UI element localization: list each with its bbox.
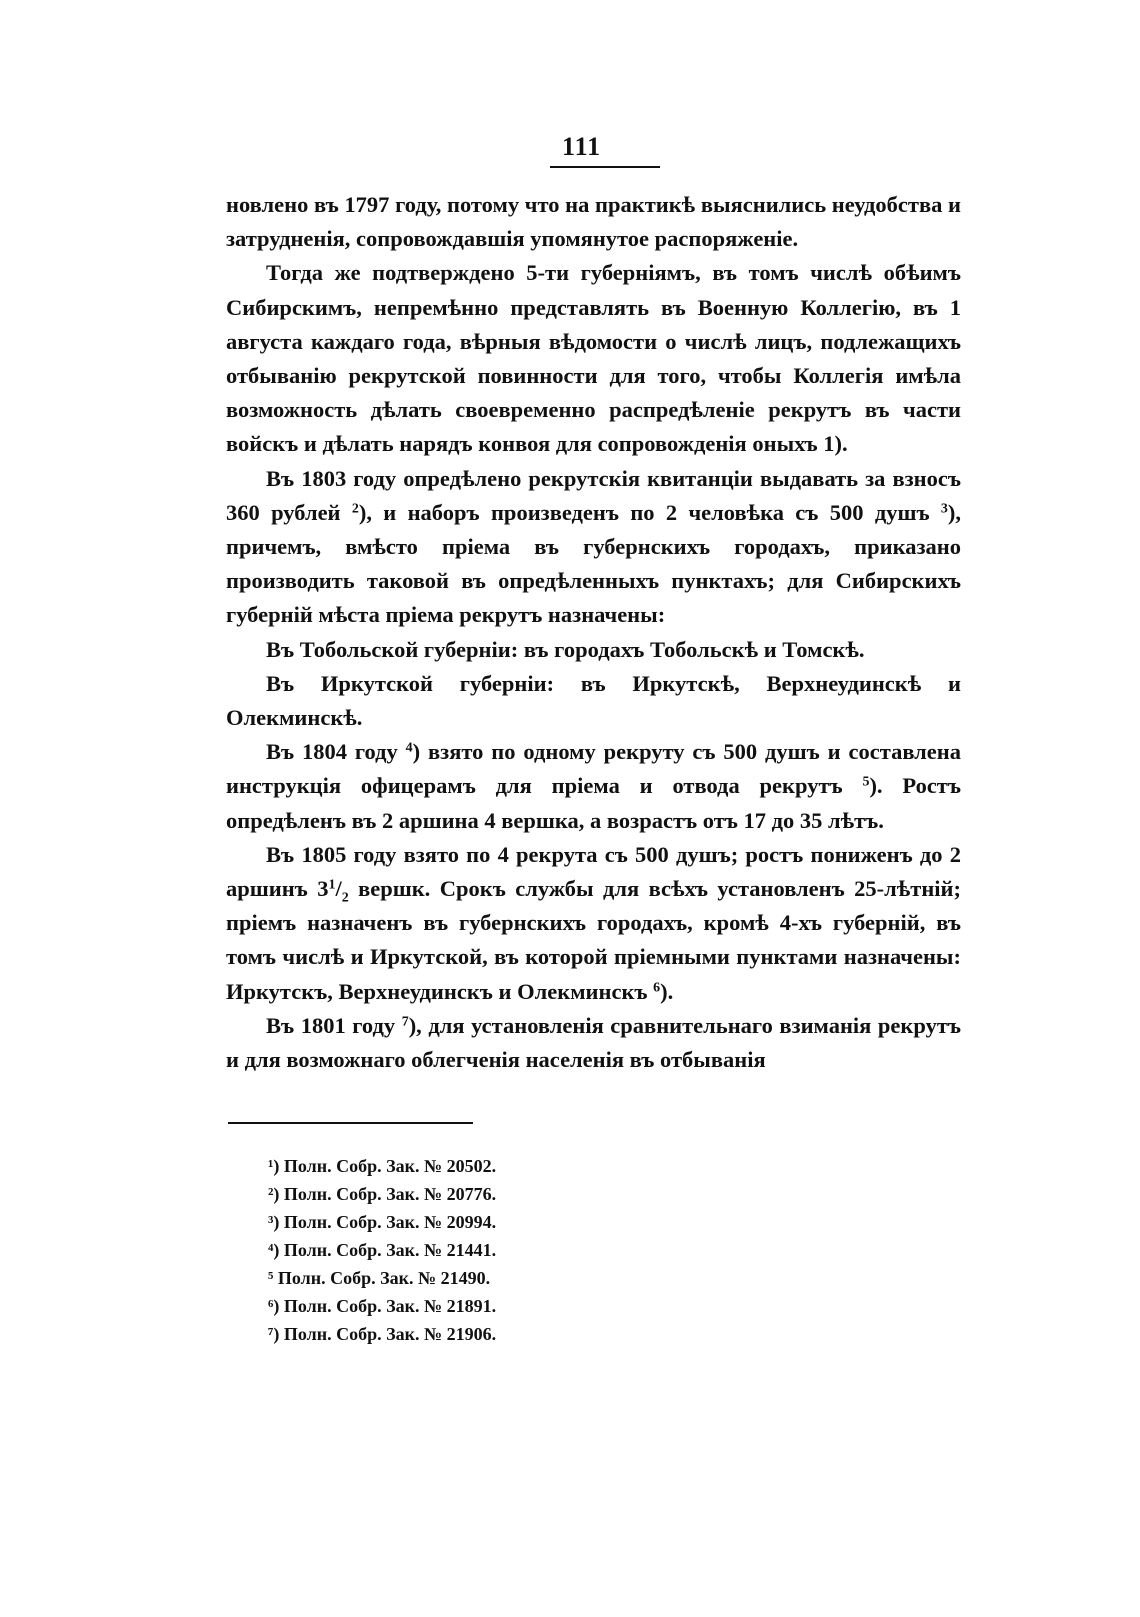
paragraph [226,838,961,1009]
footnote-mark: ²) [268,1184,280,1204]
paragraph [226,633,961,667]
paragraph-text: Въ Тобольской губерніи: въ городахъ Тобольскѣ и Томскѣ. [266,636,865,662]
footnote-reference: 5 [862,774,870,790]
footnote-reference: 7 [401,1014,409,1030]
footnote-text: Полн. Собр. Зак. № 21441. [283,1240,497,1260]
footnote [268,1320,688,1348]
paragraph [226,667,961,735]
paragraph [226,1009,961,1077]
footnote [268,1292,688,1320]
footnote-text: Полн. Собр. Зак. № 20502. [283,1156,497,1176]
footnote-mark: ⁵ [268,1268,274,1288]
footnote-text: Полн. Собр. Зак. № 20994. [283,1212,497,1232]
paragraph-text: Въ 1805 году взято по 4 рекрута съ 500 душъ; ростъ пониженъ до 2 аршинъ 3 [226,841,961,902]
footnote-mark: ¹) [268,1156,280,1176]
footnote [268,1180,688,1208]
footnote-reference: 6 [653,980,661,995]
footnote-mark: ⁷) [268,1324,280,1344]
fraction-numerator: 1 [328,877,336,893]
paragraph-text: ). [660,978,674,1004]
fraction-denominator: 2 [341,890,349,906]
footnote [268,1236,688,1264]
paragraph-text: ), для установленія сравнительнаго взиманія рекрутъ и для возможнаго облегченія населенія въ отбыванія [226,1012,962,1073]
fraction: $^1/_2$ [328,876,349,906]
paragraph-text: Въ 1801 году [266,1012,402,1038]
footnotes [268,1152,688,1348]
paragraph-text: Въ 1803 году опредѣлено рекрутскія квитанціи выдавать за взносъ 360 рублей [226,465,961,525]
paragraph [226,735,961,838]
footnote-mark: ⁶) [268,1296,280,1316]
footnote [268,1208,688,1236]
footnote-reference: 3 [940,501,948,517]
footnote-text: Полн. Собр. Зак. № 21891. [283,1296,497,1316]
paragraph-text: вершк. Срокъ службы для всѣхъ установленъ 25-лѣтній; пріемъ назначенъ въ губернскихъ городахъ, кромѣ 4-хъ губерній, въ томъ числѣ и Иркутской, въ которой пріемными пунктами назначены: Иркутскъ, Верхнеудинскъ и Олекминскъ [226,876,961,1004]
footnote-reference: 2 [351,501,359,517]
footnote-reference: 4 [405,740,413,756]
page-number-underline [550,166,660,168]
paragraph-text: ), причемъ, вмѣсто пріема въ губернскихъ городахъ, приказано производить таковой въ опредѣленныхъ пунктахъ; для Сибирскихъ губерній мѣста пріема рекрутъ назначены: [226,499,961,628]
footnote-mark: ³) [268,1212,280,1232]
paragraph-text: Въ 1804 году [266,739,406,765]
paragraph-text: ), и наборъ произведенъ по 2 человѣка съ 500 душъ [358,499,941,525]
paragraph-text: новлено въ 1797 году, потому что на практикѣ выяснились неудобства и затрудненія, сопровождавшія упомянутое распоряженіе. [226,192,961,252]
footnote-text: Полн. Собр. Зак. № 21906. [283,1324,497,1344]
body-text [226,188,961,1077]
footnote [268,1264,688,1292]
footnote-text: Полн. Собр. Зак. № 20776. [283,1184,497,1204]
paragraph-text: Въ Иркутской губерніи: въ Иркутскѣ, Верхнеудинскѣ и Олекминскѣ. [226,670,961,731]
footnote-separator [228,1122,473,1124]
paragraph [226,256,961,461]
paragraph-text: ) взято по одному рекруту съ 500 душъ и составлена инструкція офицерамъ для пріема и отвода рекрутъ [226,739,961,799]
footnote-mark: ⁴) [268,1240,280,1260]
footnote [268,1152,688,1180]
paragraph-text: Тогда же подтверждено 5-ти губерніямъ, въ томъ числѣ обѣимъ Сибирскимъ, непремѣнно представлять въ Военную Коллегію, въ 1 августа каждаго года, вѣрныя вѣдомости о числѣ лицъ, подлежащихъ отбыванію рекрутской повинности для того, чтобы Коллегія имѣла возможность дѣлать своевременно распредѣленіе рекрутъ въ части войскъ и дѣлать нарядъ конвоя для сопровожденія оныхъ 1). [226,260,961,457]
paragraph [226,462,961,633]
footnote-text: Полн. Собр. Зак. № 21490. [277,1268,491,1288]
page-number: 111 [562,132,602,161]
paragraph [226,188,961,256]
paragraph-text: ). Ростъ опредѣленъ въ 2 аршина 4 вершка, а возрастъ отъ 17 до 35 лѣтъ. [226,773,961,833]
